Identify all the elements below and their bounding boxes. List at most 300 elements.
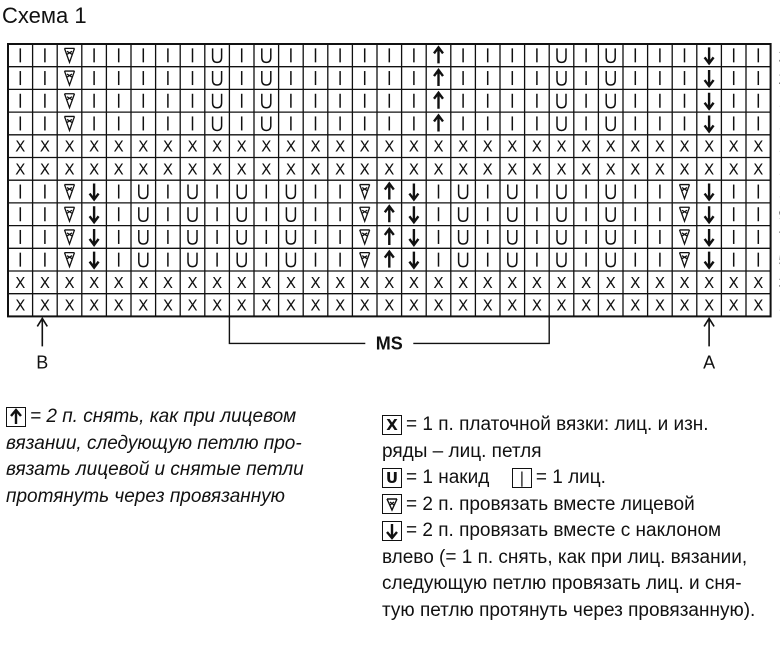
yarn-over — [557, 185, 566, 199]
garter-stitch — [507, 274, 517, 292]
garter-stitch — [753, 297, 763, 315]
svg-text:X: X — [703, 137, 715, 156]
svg-text:X: X — [408, 137, 420, 156]
garter-stitch — [286, 160, 296, 178]
garter-stitch — [89, 297, 99, 315]
ssk-arrow-down — [409, 206, 418, 222]
svg-text:X: X — [507, 137, 518, 156]
yarn-over — [606, 48, 615, 62]
garter-stitch — [212, 138, 222, 156]
legend-d-text: = 2 п. провязать вместе с наклоном — [406, 520, 722, 541]
svg-text:X: X — [39, 160, 51, 179]
svg-text:X: X — [507, 296, 518, 315]
svg-text:X: X — [457, 273, 469, 292]
k2tog — [360, 185, 370, 199]
garter-stitch — [187, 138, 197, 156]
svg-text:X: X — [211, 137, 223, 156]
svg-text:X: X — [39, 137, 51, 156]
svg-text:X: X — [482, 273, 493, 292]
svg-text:X: X — [457, 137, 469, 156]
svg-text:X: X — [138, 137, 149, 156]
garter-stitch — [237, 274, 247, 292]
k2tog — [65, 94, 75, 108]
svg-text:X: X — [556, 296, 567, 315]
garter-stitch — [458, 297, 468, 315]
svg-text:X: X — [236, 160, 247, 179]
yarn-over — [262, 94, 271, 108]
garter-stitch — [89, 138, 99, 156]
svg-text:X: X — [113, 137, 124, 156]
garter-stitch — [532, 274, 542, 292]
svg-text:X: X — [138, 296, 149, 315]
garter-stitch — [433, 138, 443, 156]
legend-arrow-up-text: вязать лицевой и снятые петли — [6, 459, 304, 480]
svg-text:X: X — [310, 137, 321, 156]
svg-text:X: X — [285, 296, 297, 315]
ssk-arrow-down — [90, 184, 99, 200]
svg-text:X: X — [211, 296, 223, 315]
svg-text:X: X — [384, 273, 395, 292]
garter-stitch — [64, 138, 74, 156]
garter-stitch — [606, 274, 616, 292]
yarn-over — [557, 116, 566, 130]
garter-stitch — [753, 274, 763, 292]
garter-stitch — [261, 138, 271, 156]
ssk-arrow-down — [705, 184, 714, 200]
svg-text:X: X — [359, 160, 370, 179]
yarn-over — [459, 230, 468, 244]
svg-text:X: X — [261, 160, 272, 179]
svg-text:X: X — [654, 273, 666, 292]
garter-stitch — [679, 160, 689, 178]
garter-stitch — [606, 160, 616, 178]
garter-stitch — [15, 160, 25, 178]
svg-text:X: X — [88, 137, 100, 156]
garter-stitch — [483, 138, 493, 156]
garter-stitch — [310, 138, 320, 156]
svg-text:X: X — [630, 160, 641, 179]
garter-stitch — [433, 274, 443, 292]
garter-stitch — [163, 274, 173, 292]
garter-stitch — [630, 138, 640, 156]
ssk-arrow-down — [705, 115, 714, 131]
garter-stitch — [114, 138, 124, 156]
yarn-over — [557, 207, 566, 221]
svg-text:X: X — [679, 296, 690, 315]
garter-stitch — [335, 160, 345, 178]
ssk-arrow-down — [409, 184, 418, 200]
yarn-over — [188, 253, 197, 267]
repeat-label: MS — [375, 333, 403, 354]
garter-stitch — [556, 138, 566, 156]
svg-text:X: X — [482, 160, 493, 179]
garter-stitch — [556, 160, 566, 178]
svg-text:X: X — [630, 296, 641, 315]
legend-x-text: = 1 п. платочной вязки: лиц. и изн. — [406, 414, 709, 435]
garter-stitch — [581, 274, 591, 292]
svg-text:X: X — [64, 273, 75, 292]
yarn-over — [213, 116, 222, 130]
svg-text:X: X — [187, 296, 198, 315]
garter-stitch — [483, 274, 493, 292]
yarn-over — [459, 185, 468, 199]
garter-stitch — [409, 138, 419, 156]
yarn-over — [459, 253, 468, 267]
svg-text:X: X — [334, 137, 346, 156]
garter-stitch — [729, 274, 739, 292]
ssk-arrow-down — [705, 93, 714, 109]
legend-x-text: ряды – лиц. петля — [382, 440, 542, 462]
k2tog — [65, 185, 75, 199]
svg-text:X: X — [753, 137, 764, 156]
svg-text:X: X — [605, 296, 616, 315]
svg-text:X: X — [310, 160, 321, 179]
garter-stitch — [163, 160, 173, 178]
yarn-over — [606, 94, 615, 108]
yarn-over — [139, 185, 148, 199]
k2tog — [65, 207, 75, 221]
legend-d-text: следующую петлю провязать лиц. и сня- — [382, 573, 742, 594]
svg-text:X: X — [482, 296, 493, 315]
svg-text:X: X — [261, 137, 272, 156]
svg-text:X: X — [728, 273, 739, 292]
legend-right — [382, 412, 778, 624]
sk2p-arrow-up — [385, 184, 394, 200]
yarn-over — [213, 94, 222, 108]
svg-text:X: X — [457, 296, 469, 315]
svg-text:X: X — [556, 160, 567, 179]
garter-stitch — [581, 297, 591, 315]
svg-text:X: X — [39, 296, 51, 315]
garter-stitch — [64, 274, 74, 292]
svg-text:X: X — [138, 160, 149, 179]
yarn-over — [139, 253, 148, 267]
garter-stitch — [433, 160, 443, 178]
garter-stitch — [581, 138, 591, 156]
garter-stitch — [655, 297, 665, 315]
garter-stitch — [507, 138, 517, 156]
svg-text:X: X — [138, 273, 149, 292]
svg-text:X: X — [334, 160, 346, 179]
svg-text:X: X — [261, 273, 272, 292]
k2tog-symbol-icon — [382, 494, 402, 514]
yarn-over — [508, 185, 517, 199]
svg-text:X: X — [15, 273, 26, 292]
svg-text:X: X — [703, 160, 715, 179]
garter-stitch — [458, 274, 468, 292]
garter-stitch — [261, 274, 271, 292]
yarn-over — [237, 185, 246, 199]
svg-text:X: X — [187, 137, 198, 156]
garter-stitch — [729, 160, 739, 178]
svg-text:X: X — [728, 137, 739, 156]
garter-stitch — [163, 297, 173, 315]
marker-arrow-a — [704, 318, 714, 346]
svg-text:X: X — [236, 273, 247, 292]
yarn-over — [262, 71, 271, 85]
svg-text:X: X — [556, 273, 567, 292]
sk2p-arrow-up — [385, 229, 394, 245]
ssk-arrow-down — [90, 206, 99, 222]
garter-stitch — [335, 274, 345, 292]
yarn-over — [508, 230, 517, 244]
garter-stitch — [64, 297, 74, 315]
svg-text:X: X — [15, 160, 26, 179]
garter-stitch — [212, 160, 222, 178]
garter-stitch — [40, 138, 50, 156]
svg-text:X: X — [531, 137, 543, 156]
yarn-over — [286, 230, 295, 244]
ssk-arrow-down — [409, 252, 418, 268]
garter-stitch — [237, 138, 247, 156]
yarn-over — [139, 207, 148, 221]
svg-text:X: X — [654, 296, 666, 315]
yarn-over — [188, 230, 197, 244]
garter-stitch — [433, 297, 443, 315]
k2tog — [65, 71, 75, 85]
garter-stitch — [458, 160, 468, 178]
svg-text:X: X — [285, 137, 297, 156]
garter-stitch — [532, 160, 542, 178]
garter-stitch — [310, 160, 320, 178]
yarn-over — [606, 253, 615, 267]
svg-text:X: X — [359, 273, 370, 292]
ssk-arrow-down — [90, 229, 99, 245]
legend-d-text: влево (= 1 п. снять, как при лиц. вязании, — [382, 546, 748, 568]
garter-stitch — [483, 297, 493, 315]
svg-text:X: X — [384, 137, 395, 156]
garter-stitch — [679, 138, 689, 156]
garter-stitch — [753, 138, 763, 156]
garter-stitch — [729, 297, 739, 315]
garter-stitch — [286, 274, 296, 292]
yarn-over — [262, 48, 271, 62]
svg-text:X: X — [679, 273, 690, 292]
svg-text:X: X — [359, 296, 370, 315]
garter-stitch — [384, 297, 394, 315]
svg-text:X: X — [384, 296, 395, 315]
arrow-up-symbol-icon — [6, 407, 26, 427]
garter-stitch — [114, 160, 124, 178]
garter-stitch — [212, 297, 222, 315]
k2tog — [65, 230, 75, 244]
garter-stitch — [384, 160, 394, 178]
k2tog — [65, 48, 75, 62]
yarn-over — [286, 207, 295, 221]
garter-stitch — [310, 274, 320, 292]
yarn-over — [557, 230, 566, 244]
garter-stitch — [163, 138, 173, 156]
svg-text:X: X — [408, 273, 420, 292]
svg-text:X: X — [285, 160, 297, 179]
svg-text:X: X — [162, 273, 174, 292]
sk2p-arrow-up — [434, 47, 443, 63]
svg-text:X: X — [753, 160, 764, 179]
yarn-over — [606, 230, 615, 244]
garter-stitch — [40, 160, 50, 178]
svg-text:X: X — [187, 160, 198, 179]
chart-title: Схема 1 — [2, 3, 87, 28]
k2tog — [680, 230, 690, 244]
garter-stitch — [655, 138, 665, 156]
yarn-over — [286, 253, 295, 267]
svg-text:X: X — [162, 296, 174, 315]
svg-text:X: X — [88, 296, 100, 315]
sk2p-arrow-up — [434, 115, 443, 131]
svg-text:X: X — [580, 137, 592, 156]
garter-stitch — [114, 297, 124, 315]
svg-text:X: X — [261, 296, 272, 315]
garter-stitch — [630, 297, 640, 315]
garter-stitch — [360, 297, 370, 315]
svg-text:X: X — [531, 160, 543, 179]
garter-stitch — [458, 138, 468, 156]
svg-text:X: X — [162, 160, 174, 179]
k2tog — [360, 253, 370, 267]
garter-stitch — [556, 297, 566, 315]
garter-stitch — [187, 160, 197, 178]
yarn-over — [139, 230, 148, 244]
garter-stitch — [138, 297, 148, 315]
garter-stitch — [384, 274, 394, 292]
svg-text:X: X — [679, 160, 690, 179]
svg-text:X: X — [605, 160, 616, 179]
svg-text:X: X — [433, 273, 444, 292]
garter-stitch — [138, 160, 148, 178]
garter-stitch — [335, 138, 345, 156]
garter-stitch — [630, 160, 640, 178]
svg-text:X: X — [15, 137, 26, 156]
svg-text:X: X — [359, 137, 370, 156]
svg-text:X: X — [113, 296, 124, 315]
ssk-arrow-down — [409, 229, 418, 245]
legend-arrow-up-text: протянуть через провязанную — [6, 485, 285, 507]
svg-text:X: X — [39, 273, 51, 292]
garter-stitch — [40, 297, 50, 315]
svg-text:X: X — [507, 273, 518, 292]
svg-text:X: X — [753, 273, 764, 292]
ssk-arrow-down — [705, 47, 714, 63]
k2tog — [360, 207, 370, 221]
yarn-over — [557, 253, 566, 267]
garter-stitch — [753, 160, 763, 178]
garter-stitch — [483, 160, 493, 178]
garter-stitch — [630, 274, 640, 292]
garter-stitch — [409, 297, 419, 315]
svg-text:X: X — [457, 160, 469, 179]
svg-text:X: X — [605, 137, 616, 156]
svg-text:X: X — [334, 273, 346, 292]
legend-left — [6, 404, 376, 510]
svg-text:X: X — [15, 296, 26, 315]
svg-text:X: X — [334, 296, 346, 315]
svg-text:X: X — [113, 273, 124, 292]
garter-stitch — [212, 274, 222, 292]
svg-text:X: X — [580, 273, 592, 292]
svg-text:X: X — [310, 296, 321, 315]
sk2p-arrow-up — [434, 70, 443, 86]
garter-stitch — [704, 138, 714, 156]
yarn-over — [237, 207, 246, 221]
garter-stitch — [261, 160, 271, 178]
yarn-over — [262, 116, 271, 130]
garter-stitch — [360, 274, 370, 292]
svg-text:X: X — [113, 160, 124, 179]
garter-stitch — [606, 138, 616, 156]
sk2p-arrow-up — [385, 252, 394, 268]
garter-stitch — [89, 274, 99, 292]
legend-arrow-up-text: = 2 п. снять, как при лицевом — [30, 406, 297, 427]
yarn-over — [188, 185, 197, 199]
garter-stitch — [507, 297, 517, 315]
k2tog — [680, 185, 690, 199]
sk2p-arrow-up — [385, 206, 394, 222]
garter-stitch — [237, 160, 247, 178]
garter-stitch — [360, 138, 370, 156]
svg-text:X: X — [236, 296, 247, 315]
garter-stitch — [556, 274, 566, 292]
svg-text:X: X — [605, 273, 616, 292]
svg-text:X: X — [211, 273, 223, 292]
svg-text:X: X — [64, 137, 75, 156]
garter-stitch — [187, 297, 197, 315]
svg-text:X: X — [753, 296, 764, 315]
garter-stitch — [310, 297, 320, 315]
svg-text:X: X — [531, 273, 543, 292]
svg-text:X: X — [285, 273, 297, 292]
svg-text:X: X — [728, 296, 739, 315]
yarn-over — [557, 48, 566, 62]
garter-stitch — [532, 297, 542, 315]
garter-stitch — [679, 274, 689, 292]
garter-stitch — [335, 297, 345, 315]
garter-stitch — [138, 138, 148, 156]
ssk-arrow-down — [705, 229, 714, 245]
svg-text:X: X — [630, 273, 641, 292]
garter-stitch — [581, 160, 591, 178]
svg-text:X: X — [310, 273, 321, 292]
garter-stitch — [606, 297, 616, 315]
svg-text:X: X — [211, 160, 223, 179]
garter-stitch — [704, 160, 714, 178]
legend-d-text: тую петлю протянуть через провязанную). — [382, 599, 756, 621]
garter-stitch — [655, 160, 665, 178]
svg-text:X: X — [531, 296, 543, 315]
garter-stitch — [286, 297, 296, 315]
sk2p-arrow-up — [434, 93, 443, 109]
yarn-over — [606, 116, 615, 130]
svg-text:X: X — [433, 160, 444, 179]
yarn-over — [286, 185, 295, 199]
ssk-arrow-down — [705, 206, 714, 222]
yarn-over — [557, 94, 566, 108]
svg-text:X: X — [580, 160, 592, 179]
yarn-over — [508, 253, 517, 267]
svg-text:X: X — [728, 160, 739, 179]
k2tog — [65, 253, 75, 267]
yarn-over — [188, 207, 197, 221]
yarn-over — [606, 71, 615, 85]
yarn-over — [606, 185, 615, 199]
garter-stitch — [384, 138, 394, 156]
k2tog — [360, 230, 370, 244]
svg-text:X: X — [482, 137, 493, 156]
legend-k-text: = 1 лиц. — [535, 467, 606, 488]
svg-text:X: X — [703, 296, 715, 315]
garter-stitch — [15, 274, 25, 292]
garter-stitch — [729, 138, 739, 156]
svg-text:X: X — [408, 296, 420, 315]
